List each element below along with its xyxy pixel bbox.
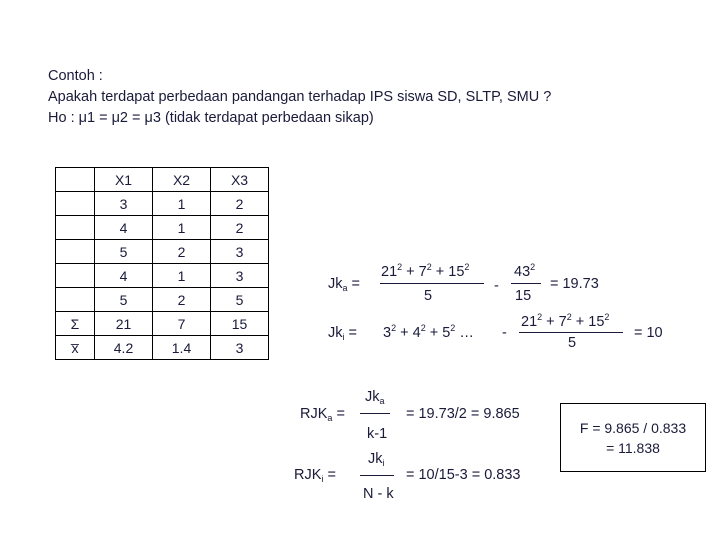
f-value: = 11.838 bbox=[606, 440, 660, 456]
intro-question: Apakah terdapat perbedaan pandangan terhadap IPS siswa SD, SLTP, SMU ? bbox=[48, 89, 552, 105]
table-cell: 21 bbox=[95, 312, 153, 336]
mean-symbol: x̅ bbox=[56, 336, 95, 360]
table-cell: 5 bbox=[95, 240, 153, 264]
jki-fraction-line bbox=[519, 332, 623, 333]
table-header-cell bbox=[56, 168, 95, 192]
jka-fraction-line-2 bbox=[511, 283, 541, 284]
table-cell: 1.4 bbox=[153, 336, 211, 360]
table-row bbox=[56, 288, 269, 312]
table-cell: 3 bbox=[211, 336, 269, 360]
rjki-result: = 10/15-3 = 0.833 bbox=[406, 467, 521, 483]
table-cell: 7 bbox=[153, 312, 211, 336]
jka-denominator-2: 15 bbox=[515, 288, 532, 304]
f-calculation: F = 9.865 / 0.833 bbox=[579, 420, 687, 436]
intro-block bbox=[48, 66, 551, 129]
rjka-label: $RJK_a$ = bbox=[300, 406, 345, 423]
table-header-row bbox=[56, 168, 269, 192]
jka-minus: - bbox=[494, 278, 499, 294]
table-cell: 1 bbox=[153, 192, 211, 216]
table-mean-row bbox=[56, 336, 269, 360]
table-cell: 3 bbox=[211, 264, 269, 288]
f-result-box bbox=[560, 403, 706, 472]
table-cell: 4.2 bbox=[95, 336, 153, 360]
table-row bbox=[56, 264, 269, 288]
data-table bbox=[55, 167, 269, 360]
jka-fraction-line-1 bbox=[380, 283, 484, 284]
jki-denominator: 5 bbox=[568, 335, 577, 351]
intro-title: Contoh : bbox=[48, 68, 103, 84]
table-cell: 1 bbox=[153, 264, 211, 288]
jki-terms: $3^2 + 4^2 + 5^2$ … bbox=[383, 323, 474, 341]
rjki-numerator: $Jk_i$ bbox=[368, 451, 385, 468]
jka-numerator-1: $21^2 + 7^2 + 15^2$ bbox=[381, 262, 470, 280]
jki-label: $Jk_i$ = bbox=[328, 325, 357, 342]
intro-hypothesis: Ho : μ1 = μ2 = μ3 (tidak terdapat perbedaan sikap) bbox=[48, 110, 374, 126]
rjka-result: = 19.73/2 = 9.865 bbox=[406, 406, 520, 422]
jka-label: $Jk_a$ = bbox=[328, 276, 361, 293]
jki-numerator: $21^2 + 7^2 + 15^2$ bbox=[521, 312, 610, 330]
rjki-label: $RJK_i$ = bbox=[294, 467, 336, 484]
rjka-denominator: k-1 bbox=[367, 426, 388, 442]
table-cell bbox=[56, 264, 95, 288]
table-cell bbox=[56, 216, 95, 240]
table-cell: 5 bbox=[211, 288, 269, 312]
rjka-numerator: $Jk_a$ bbox=[365, 389, 385, 406]
table-cell: 2 bbox=[153, 288, 211, 312]
table-cell: 3 bbox=[211, 240, 269, 264]
jki-minus: - bbox=[502, 325, 507, 341]
table-cell: 2 bbox=[153, 240, 211, 264]
table-header-cell: X1 bbox=[95, 168, 153, 192]
table-cell bbox=[56, 288, 95, 312]
table-cell: 5 bbox=[95, 288, 153, 312]
table-header-cell: X2 bbox=[153, 168, 211, 192]
sum-symbol: Σ bbox=[56, 312, 95, 336]
table-cell: 4 bbox=[95, 264, 153, 288]
table-cell: 4 bbox=[95, 216, 153, 240]
table-row bbox=[56, 216, 269, 240]
table-cell: 3 bbox=[95, 192, 153, 216]
table-row bbox=[56, 192, 269, 216]
jka-result: = 19.73 bbox=[550, 276, 599, 292]
table-cell: 2 bbox=[211, 192, 269, 216]
table-cell bbox=[56, 192, 95, 216]
rjka-fraction-line bbox=[360, 413, 390, 414]
table-cell: 1 bbox=[153, 216, 211, 240]
jki-result: = 10 bbox=[634, 325, 663, 341]
table-cell: 2 bbox=[211, 216, 269, 240]
jka-denominator-1: 5 bbox=[424, 288, 433, 304]
table-sum-row bbox=[56, 312, 269, 336]
rjki-fraction-line bbox=[360, 475, 394, 476]
table-cell: 15 bbox=[211, 312, 269, 336]
table-cell bbox=[56, 240, 95, 264]
rjki-denominator: N - k bbox=[363, 486, 394, 502]
table-header-cell: X3 bbox=[211, 168, 269, 192]
table-row bbox=[56, 240, 269, 264]
jka-numerator-2: $43^2$ bbox=[514, 262, 536, 280]
